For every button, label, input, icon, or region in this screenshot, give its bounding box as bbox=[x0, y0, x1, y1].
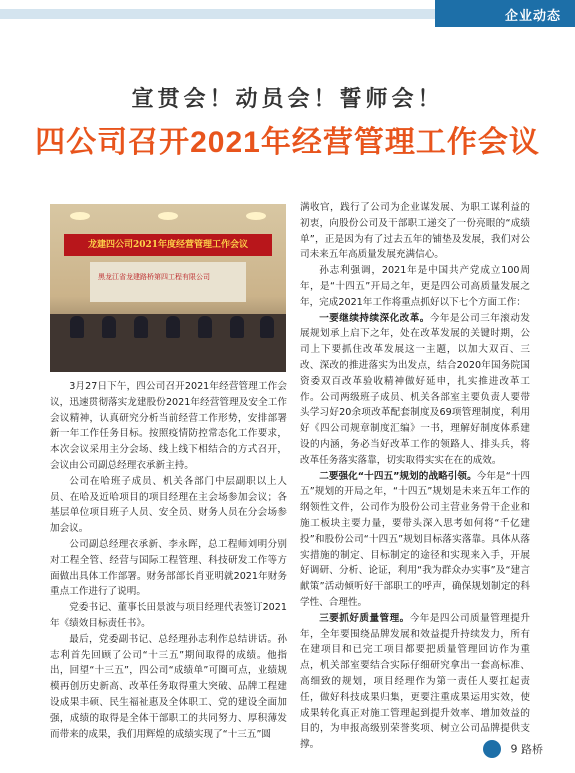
photo-screen-text: 黑龙江省龙建路桥第四工程有限公司 bbox=[98, 273, 210, 281]
ceiling-light bbox=[70, 212, 90, 220]
paragraph: 公司副总经理衣承新、李永晖，总工程师刘明分别对工程全管、经营与国际工程管理、科技研发工作等方面做出具体工作部署。财务部部长肖亚明就2021年财务重点工作进行了说明。 bbox=[50, 538, 287, 598]
photo-person bbox=[198, 316, 212, 338]
page-footer bbox=[483, 740, 543, 758]
paragraph bbox=[300, 311, 530, 469]
photo-person bbox=[70, 316, 84, 338]
slogan: 宣贯会！动员会！誓师会！ bbox=[131, 86, 444, 112]
header-rule bbox=[0, 9, 440, 19]
paragraph-lead: 二要强化“十四五”规划的战略引领。 bbox=[319, 470, 477, 482]
paragraph-body: 今年是四公司质量管理提升年，全年要围绕品牌发展和效益提升持续发力，所有在建项目和已完工项目都要把质量管理回访作为重点，机关部室要结合实际仔细研究拿出一套高标准、高细致的规划，项目经理作为第一责任人要扛起责任，做好科技成果归集，更要注重成果运用实效，使成果转化真正对施工管理起到提升效率、增加效益的目的，为申报高级别荣誉奖项、树立公司品牌提供支撑。 bbox=[300, 612, 531, 751]
photo-screen bbox=[90, 262, 246, 302]
paragraph bbox=[300, 469, 530, 611]
paragraph: 3月27日下午，四公司召开2021年经营管理工作会议，迅速贯彻落实龙建股份2021年经营管理及安全工作会议精神，认真研究分析当前经营工作形势，安排部署新一年工作任务目标。按照疫情防控常态化工作要求，本次会议采用主分会场、线上线下相结合的方式召开，会议由公司副总经理衣承新主持。 bbox=[50, 381, 287, 471]
paragraph-body: 今年是公司三年滚动发展规划承上启下之年，处在改革发展的关键时期，公司上下要抓住改革发展这一主题，以加大双百、三改、深改的推进落实为出发点，结合2020年国务院国资委双百改革验收精神做好延申，扎实推进改革工作。公司两级班子成员、机关各部室主要负责人要带头学习好20余项改革配套制度及69项管理制度，利用好《四公司规章制度汇编》一书，理解好制度体系建设的内涵，务必当好改革工作的领路人、排头兵，将改革任务落实落靠，切实取得实实在在的成效。 bbox=[300, 312, 531, 466]
article-left-column bbox=[50, 379, 287, 742]
page-number: 9 bbox=[510, 742, 518, 756]
paragraph-body: 今年是“十四五”规划的开局之年，“十四五”规划是未来五年工作的纲领性文件，公司作为股份公司主营业务骨干企业和施工板块主要力量，要带头深入思考如何将“千亿建投”和股份公司“十四五”规划目标落实落靠。具体从落实措施的制定、目标制定的途径和实现来入手，开展好调研、分析、论证，利用“我为群众办实事”及“建言献策”活动倾听好干部职工的呼声，确保规划制定的科学性、合理性。 bbox=[300, 470, 530, 608]
magazine-title: 路桥 bbox=[521, 743, 543, 756]
ceiling-light bbox=[158, 212, 178, 220]
ceiling-light bbox=[246, 212, 266, 220]
paragraph: 满收官，践行了公司为企业谋发展、为职工谋利益的初衷，向股份公司及干部职工递交了一份亮眼的“成绩单”，正是因为有了过去五年的铺垫及发展，我们对公司未来五年高质量发展充满信心。 bbox=[300, 202, 530, 261]
logo-icon bbox=[483, 740, 501, 758]
paragraph: 公司在哈班子成员、机关各部门中层副职以上人员、在哈及近哈项目的项目经理在主会场参加会议；各基层单位项目班子人员、安全员、财务人员在分会场参加会议。 bbox=[50, 475, 287, 535]
article-right-column bbox=[300, 200, 530, 753]
photo-person bbox=[102, 316, 116, 338]
photo-person bbox=[166, 316, 180, 338]
section-tab bbox=[435, 0, 575, 27]
meeting-photo bbox=[50, 204, 286, 372]
paragraph-lead: 一要继续持续深化改革。 bbox=[319, 312, 430, 324]
paragraph: 党委书记、董事长田景波与项目经理代表签订2021年《绩效目标责任书》。 bbox=[50, 602, 287, 629]
headline: 四公司召开2021年经营管理工作会议 bbox=[35, 126, 540, 159]
photo-banner bbox=[64, 234, 272, 256]
section-label: 企业动态 bbox=[504, 9, 561, 24]
photo-banner-text: 龙建四公司2021年度经营管理工作会议 bbox=[87, 240, 249, 250]
photo-person bbox=[230, 316, 244, 338]
photo-person bbox=[134, 316, 148, 338]
paragraph: 最后，党委副书记、总经理孙志利作总结讲话。孙志利首先回顾了公司“十三五”期间取得的成绩。他指出，回望“十三五”，四公司“成绩单”可圈可点，业绩规模再创历史新高、改革任务取得重大突破、品牌工程建设成果丰硕、民生福祉惠及全体职工、党的建设全面加强，成绩的取得是全体干部职工的共同努力、厚积薄发而带来的成果，我们用辉煌的成绩实现了“十三五”圆 bbox=[50, 633, 287, 740]
photo-person bbox=[260, 316, 274, 338]
paragraph: 孙志利强调，2021年是中国共产党成立100周年，是“十四五”开局之年，更是四公司高质量发展之年，完成2021年工作将重点抓好以下七个方面工作： bbox=[300, 265, 530, 308]
paragraph-lead: 三要抓好质量管理。 bbox=[319, 612, 410, 624]
paragraph bbox=[300, 611, 530, 753]
header-bar bbox=[0, 0, 575, 27]
